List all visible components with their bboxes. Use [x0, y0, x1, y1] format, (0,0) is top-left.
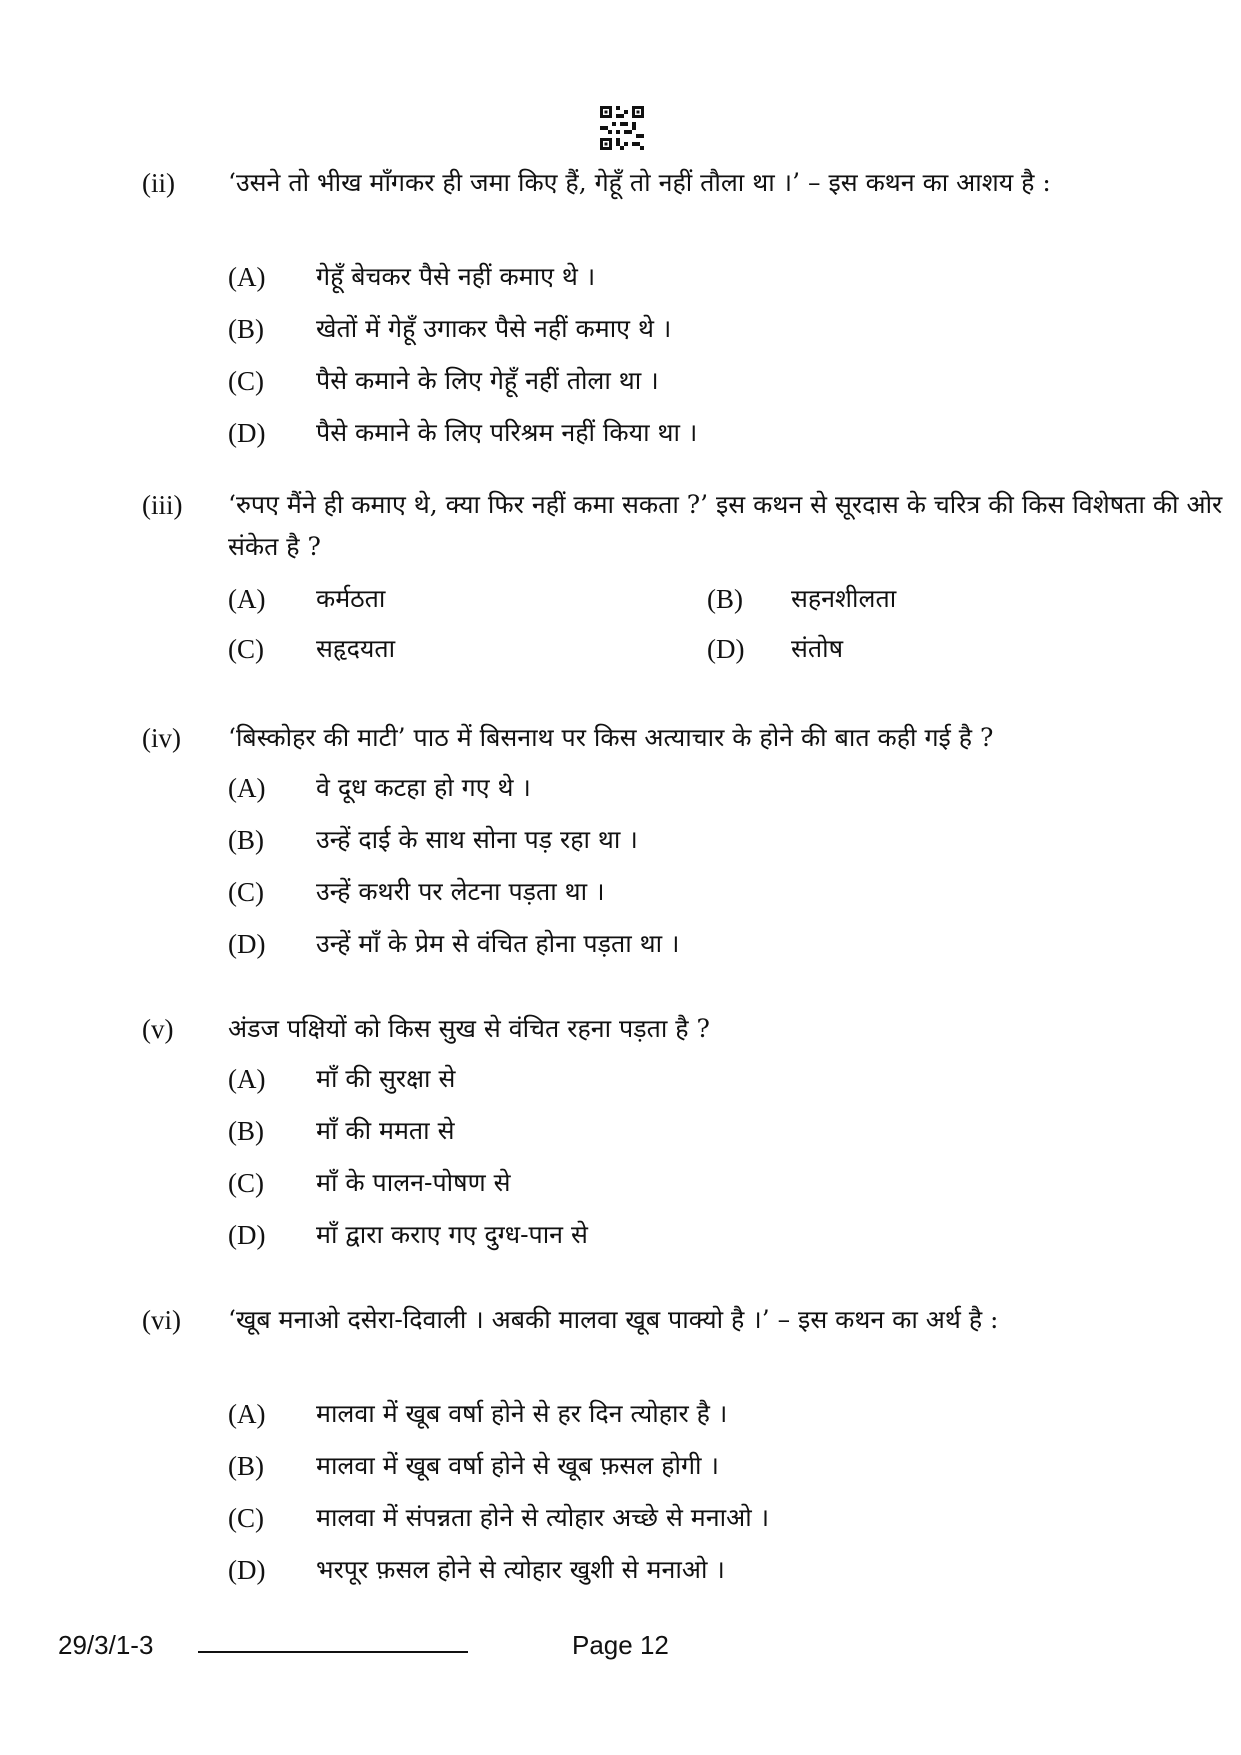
option-text: उन्हें दाई के साथ सोना पड़ रहा था । [316, 825, 638, 854]
option-text: मालवा में खूब वर्षा होने से खूब फ़सल होगी । [316, 1451, 719, 1480]
option-label: (B) [228, 314, 264, 344]
option-label: (A) [228, 584, 266, 614]
option-text: मालवा में खूब वर्षा होने से हर दिन त्योहार है । [316, 1399, 728, 1428]
option-label: (A) [228, 773, 266, 803]
option-label: (A) [228, 262, 266, 292]
option-text: माँ की सुरक्षा से [316, 1064, 456, 1093]
question-number: (v) [142, 1014, 174, 1044]
option-label: (B) [228, 825, 264, 855]
option-text: कर्मठता [316, 584, 386, 613]
option-label: (A) [228, 1064, 266, 1094]
option-text: सहनशीलता [791, 584, 897, 613]
option-label: (C) [228, 1168, 264, 1198]
option-label: (B) [228, 1116, 264, 1146]
qr-code-icon [600, 106, 644, 150]
option-text: माँ की ममता से [316, 1116, 455, 1145]
option-text: भरपूर फ़सल होने से त्योहार खुशी से मनाओ । [316, 1555, 725, 1584]
option-label: (C) [228, 877, 264, 907]
option-text: खेतों में गेहूँ उगाकर पैसे नहीं कमाए थे । [316, 314, 672, 343]
option-text: उन्हें माँ के प्रेम से वंचित होना पड़ता था । [316, 929, 680, 958]
option-text: पैसे कमाने के लिए गेहूँ नहीं तोला था । [316, 366, 659, 395]
option-text: गेहूँ बेचकर पैसे नहीं कमाए थे । [316, 262, 596, 291]
option-label: (D) [228, 1220, 266, 1250]
option-label: (C) [228, 1503, 264, 1533]
option-text: संतोष [791, 634, 844, 663]
option-text: पैसे कमाने के लिए परिश्रम नहीं किया था । [316, 418, 698, 447]
footer-divider [198, 1651, 468, 1653]
option-text: मालवा में संपन्नता होने से त्योहार अच्छे से मनाओ । [316, 1503, 770, 1532]
option-text: सहृदयता [316, 634, 396, 663]
question-text: ‘रुपए मैंने ही कमाए थे, क्या फिर नहीं कमा सकता ?’ इस कथन से सूरदास के चरित्र की किस विशेषता की ओर संकेत है ? [228, 490, 1223, 561]
option-label: (C) [228, 366, 264, 396]
paper-code: 29/3/1-3 [58, 1630, 154, 1660]
option-label: (D) [228, 418, 266, 448]
option-text: माँ के पालन-पोषण से [316, 1168, 511, 1197]
option-label: (D) [707, 634, 745, 664]
question-text: ‘बिस्कोहर की माटी’ पाठ में बिसनाथ पर किस अत्याचार के होने की बात कही गई है ? [228, 723, 994, 752]
option-label: (C) [228, 634, 264, 664]
option-text: वे दूध कटहा हो गए थे । [316, 773, 531, 802]
question-text: ‘उसने तो भीख माँगकर ही जमा किए हैं, गेहूँ तो नहीं तौला था ।’ – इस कथन का आशय है : [228, 168, 1051, 197]
option-label: (B) [228, 1451, 264, 1481]
option-label: (D) [228, 929, 266, 959]
option-text: उन्हें कथरी पर लेटना पड़ता था । [316, 877, 605, 906]
question-number: (ii) [142, 168, 175, 198]
question-text: अंडज पक्षियों को किस सुख से वंचित रहना पड़ता है ? [228, 1014, 710, 1043]
page-number: Page 12 [572, 1630, 669, 1660]
question-text: ‘खूब मनाओ दसेरा-दिवाली । अबकी मालवा खूब पाक्यो है ।’ – इस कथन का अर्थ है : [228, 1305, 999, 1334]
option-label: (B) [707, 584, 743, 614]
option-text: माँ द्वारा कराए गए दुग्ध-पान से [316, 1220, 588, 1249]
question-number: (iii) [142, 490, 183, 520]
option-label: (A) [228, 1399, 266, 1429]
option-label: (D) [228, 1555, 266, 1585]
question-number: (vi) [142, 1305, 181, 1335]
question-number: (iv) [142, 723, 181, 753]
